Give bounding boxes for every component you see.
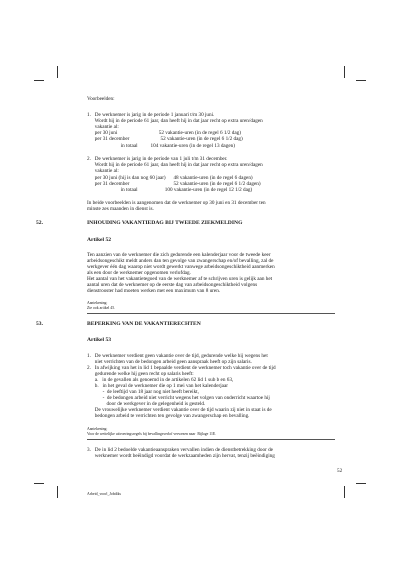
example1-line-6: in totaal 104 vakantie-uren (in de regel 13 dagen) <box>87 143 235 149</box>
section53-body-4: gedurende welke hij geen recht op salaris heeft: <box>87 371 194 377</box>
section53-note-text: Voor de wettelijke uitvoeringsregels bij bevallingsverlof verwezen naar Bijlage 11E. <box>87 432 217 436</box>
crop-mark-top-left <box>57 66 58 78</box>
example2-line-4: per 30 juni (hij is dan nog 60 jaar) 48 vakantie-uren (in de regel 6 dagen) <box>87 175 253 181</box>
page-number: 52 <box>337 468 343 474</box>
section53-rule <box>87 439 335 440</box>
section53-item3-line-2: werknemer wordt beëindigd voordat de werkzaamheden zijn hervat, tenzij beëindiging <box>87 453 275 459</box>
section52-body-4: als een door de werknemer opgenomen verlofdag. <box>87 270 191 276</box>
section53-body-8: - de bedongen arbeid niet verricht wegens het volgen van onderricht waartoe hij <box>87 395 270 401</box>
section52-body-7: dienstrooster had moeten werken met een maximum van 8 uren. <box>87 288 221 294</box>
crop-mark-top-left-h <box>34 80 44 81</box>
section53-body-10: De vrouwelijke werknemer verdient vakantie over de tijd waarin zij niet in staat is de <box>87 407 272 413</box>
section53-number: 53. <box>36 321 43 327</box>
section53-body-7: - de leeftijd van 18 jaar nog niet heeft bereikt, <box>87 389 199 395</box>
section53-body-3: 2. In afwijking van het in lid 1 bepaalde verdient de werknemer toch vakantie over de tijd <box>87 365 276 371</box>
section52-body-6: aantal uren dat de werknemer op de eerste dag van arbeidsongeschiktheid volgens <box>87 282 258 288</box>
example2-line-2: Wordt hij in de periode 61 jaar, dan heeft hij in dat jaar recht op extra uren/dagen <box>87 162 263 168</box>
section52-article: Artikel 52 <box>87 237 112 243</box>
section52-body-2: arbeidsongeschikt meldt anders dan ten gevolge van zwangerschap en/of bevalling, zal de <box>87 258 274 264</box>
section53-body-11: bedongen arbeid te verrichten ten gevolge van zwangerschap en bevalling. <box>87 413 250 419</box>
section52-body-3: werkgever één dag waarop niet wordt gewerkt vanwege arbeidsongeschiktheid aanmerken <box>87 264 275 270</box>
section52-note-text: Zie ook artikel 45. <box>87 306 116 310</box>
example1-line-1: 1. De werknemer is jarig in de periode 1 januari t/m 30 juni. <box>87 112 215 118</box>
crop-mark-bottom-right-h <box>356 483 366 484</box>
section53-body-2: niet verrichten van de bedongen arbeid geen aanspraak heeft op zijn salaris. <box>87 359 252 365</box>
crop-mark-bottom-left-h <box>34 483 44 484</box>
examples-note-line-1: In beide voorbeelden is aangenomen dat de werknemer op 30 juni en 31 december ten <box>87 200 266 206</box>
section52-body-1: Ten aanzien van de werknemer die zich gedurende een kalenderjaar voor de tweede keer <box>87 252 271 258</box>
example2-line-3: vakantie al: <box>87 168 119 174</box>
footer-filename: Arbeid_voorl_Jobdiks <box>87 492 121 496</box>
section52-note-label: Aantekening: <box>87 301 108 305</box>
section53-body-1: 1. De werknemer verdient geen vakantie over de tijd, gedurende welke hij wegens het <box>87 353 268 359</box>
example1-line-4: per 30 juni 52 vakantie-uren (in de regel 6 1/2 dag) <box>87 130 242 136</box>
example1-line-3: vakantie al: <box>87 124 119 130</box>
example2-line-1: 2. De werknemer is jarig in de periode van 1 juli t/m 31 december. <box>87 156 228 162</box>
section52-title: INHOUDING VAKANTIEDAG BIJ TWEEDE ZIEKMELDING <box>87 220 243 226</box>
crop-mark-bottom-left <box>57 486 58 498</box>
section53-body-5: a. in de gevallen als genoemd in de artikelen 62 lid 1 sub b en 63, <box>87 377 234 383</box>
section53-body-9: door de werkgever in de gelegenheid is gesteld. <box>87 401 206 407</box>
examples-note-line-2: minste zes maanden in dienst is. <box>87 206 154 212</box>
section52-number: 52. <box>36 220 43 226</box>
example1-line-2: Wordt hij in de periode 61 jaar, dan heeft hij in dat jaar recht op extra uren/dagen <box>87 118 263 124</box>
section52-rule <box>87 313 335 314</box>
section53-title: BEPERKING VAN DE VAKANTIERECHTEN <box>87 321 201 327</box>
crop-mark-bottom-right <box>344 486 345 498</box>
examples-title: Voorbeelden: <box>87 96 115 102</box>
crop-mark-top-right <box>344 66 345 78</box>
section53-article: Artikel 53 <box>87 337 112 343</box>
section53-item3-line-1: 3. De in lid 2 bedoelde vakantieaanspraken vervallen indien de dienstbetrekking door de <box>87 447 273 453</box>
example2-line-6: in totaal 100 vakantie-uren (in de regel 12 1/2 dag) <box>87 187 253 193</box>
section52-body-5: Het aantal van het vakantietegoed van de werknemer af te schrijven uren is gelijk aan het <box>87 276 273 282</box>
crop-mark-top-right-h <box>356 80 366 81</box>
section53-note-label: Aantekening: <box>87 427 108 431</box>
example2-line-5: per 31 december 52 vakantie-uren (in de regel 6 1/2 dagen) <box>87 181 261 187</box>
section53-body-6: b. in het geval de werknemer die op 1 mei van het kalenderjaar <box>87 383 229 389</box>
example1-line-5: per 31 december 52 vakantie-uren (in de regel 6 1/2 dag) <box>87 136 243 142</box>
